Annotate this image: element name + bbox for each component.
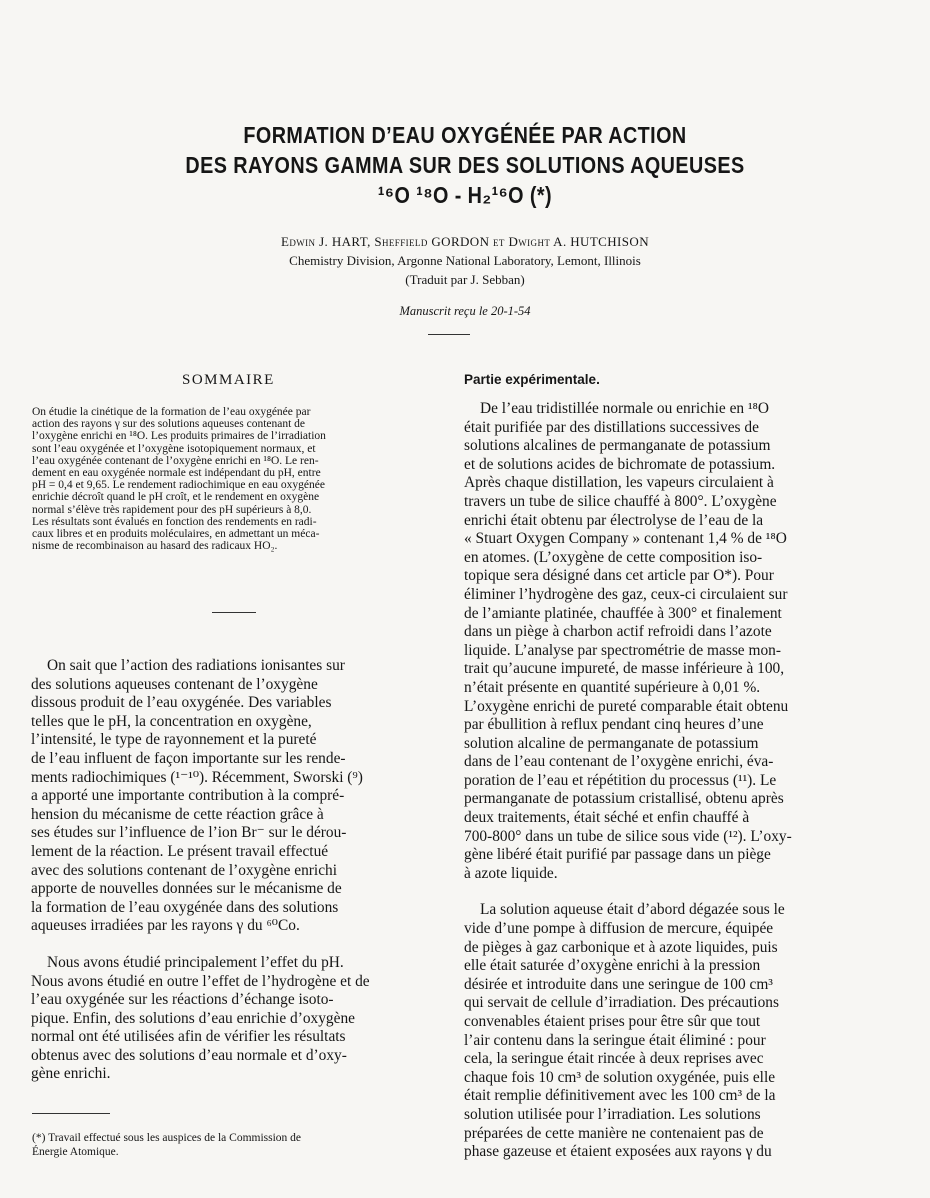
summary-line: action des rayons γ sur des solutions aqueuses contenant de [32, 418, 306, 431]
summary-line: dement en eau oxygénée normale est indépendant du pH, entre [32, 467, 321, 480]
footnote-divider [32, 1113, 110, 1114]
summary-line: nisme de recombinaison au hasard des radicaux HO₂. [32, 540, 278, 553]
summary-line: sont l’eau oxygénée et l’oxygène isotopiquement normaux, et [32, 442, 316, 455]
right-column-body [464, 400, 884, 1162]
text-line: L’oxygène enrichi de pureté comparable était obtenu [464, 697, 789, 715]
text-line: et de solutions acides de bichromate de potassium. [464, 455, 776, 473]
text-line: hension du mécanisme de cette réaction grâce à [31, 805, 324, 823]
text-line: poration de l’eau et répétition du processus (¹¹). Le [464, 771, 777, 789]
text-line: « Stuart Oxygen Company » contenant 1,4 % de ¹⁸O [464, 530, 787, 548]
text-line: ses études sur l’influence de l’ion Br⁻ sur le dérou- [31, 824, 347, 842]
text-line: De l’eau tridistillée normale ou enrichie en ¹⁸O [480, 400, 770, 417]
text-line: la formation de l’eau oxygénée dans des solutions [31, 898, 339, 916]
text-line: de pièges à gaz carbonique et à azote liquides, puis [464, 938, 778, 956]
text-line: dans de l’eau contenant de l’oxygène enrichi, éva- [464, 753, 774, 771]
text-line: solutions alcalines de permanganate de potassium [464, 437, 771, 455]
text-line: obtenus avec des solutions d’eau normale et d’oxy- [31, 1046, 347, 1064]
summary-line: normal s’élève très rapidement pour des pH supérieurs à 8,0. [32, 503, 312, 516]
text-line: gène enrichi. [31, 1065, 111, 1083]
section-heading: Partie expérimentale. [464, 372, 600, 387]
summary-line: On étudie la cinétique de la formation de l’eau oxygénée par [32, 406, 311, 418]
text-line: de l’eau influent de façon importante sur les rende- [31, 749, 346, 767]
text-line: avec des solutions contenant de l’oxygène enrichi [31, 861, 338, 879]
text-line: n’était présente en quantité supérieure à 0,01 %. [464, 678, 761, 696]
title-line-2: DES RAYONS GAMMA SUR DES SOLUTIONS AQUEUSES [185, 152, 745, 178]
summary-abstract [32, 406, 440, 552]
paragraph-gap [464, 883, 884, 901]
text-line: La solution aqueuse était d’abord dégazée sous le [480, 901, 785, 919]
text-line: topique sera désigné dans cet article par O*). Pour [464, 567, 774, 585]
text-line: pique. Enfin, des solutions d’eau enrichie d’oxygène [31, 1009, 355, 1027]
text-line: de l’amiante platinée, chauffée à 300° et finalement [464, 604, 782, 622]
text-line: travers un tube de silice chauffé à 800°. L’oxygène [464, 492, 777, 510]
text-line: désirée et introduite dans une seringue de 100 cm³ [464, 975, 773, 993]
text-line: enrichi était obtenu par électrolyse de l’eau de la [464, 511, 764, 529]
text-line: vide d’une pompe à diffusion de mercure, équipée [464, 920, 774, 938]
paragraph [464, 400, 884, 883]
summary-line: caux libres et en produits moléculaires, en admettant un méca- [32, 528, 320, 541]
text-line: chaque fois 10 cm³ de solution oxygénée, puis elle [464, 1068, 776, 1086]
text-line: était remplie définitivement avec les 100 cm³ de la [464, 1087, 776, 1105]
text-line: par ébullition à reflux pendant cinq heures d’une [464, 716, 764, 734]
footnote [32, 1131, 442, 1159]
text-line: normal ont été utilisées afin de vérifier les résultats [31, 1028, 346, 1046]
translator-credit: (Traduit par J. Sebban) [405, 272, 525, 287]
text-line: dans un piège à charbon actif refroidi dans l’azote [464, 623, 772, 641]
text-line: apporte de nouvelles données sur le mécanisme de [31, 880, 342, 898]
text-line: gène libéré était purifié par passage dans un piège [464, 846, 771, 864]
text-line: en atomes. (L’oxygène de cette composition iso- [464, 548, 763, 566]
text-line: lement de la réaction. Le présent travail effectué [31, 842, 329, 860]
paragraph-gap [31, 936, 441, 954]
text-line: convenables étaient prises pour être sûr que tout [464, 1013, 761, 1030]
text-line: telles que le pH, la concentration en oxygène, [31, 712, 312, 730]
text-line: dissous produit de l’eau oxygénée. Des variables [31, 694, 332, 712]
author-block [0, 232, 930, 289]
header-divider [428, 334, 470, 335]
title-line-1: FORMATION D’EAU OXYGÉNÉE PAR ACTION [243, 122, 687, 148]
paragraph [31, 657, 441, 936]
text-line: On sait que l’action des radiations ionisantes sur [47, 657, 345, 674]
text-line: l’intensité, le type de rayonnement et la pureté [31, 731, 317, 749]
text-line: Nous avons étudié en outre l’effet de l’hydrogène et de [31, 972, 370, 990]
summary-divider [212, 612, 256, 613]
author-affiliation: Chemistry Division, Argonne National Laboratory, Lemont, Illinois [289, 253, 641, 268]
title-line-3: ¹⁶O ¹⁸O - H₂¹⁶O (*) [377, 182, 553, 208]
text-line: à azote liquide. [464, 864, 558, 882]
text-line: préparées de cette manière ne contenaient pas de [464, 1124, 764, 1142]
text-line: trait qu’aucune impureté, de masse inférieure à 100, [464, 660, 785, 678]
article-title [65, 120, 865, 210]
summary-line: l’oxygène enrichi en ¹⁸O. Les produits primaires de l’irradiation [32, 430, 326, 443]
text-line: cela, la seringue était rincée à deux reprises avec [464, 1050, 764, 1068]
text-line: Après chaque distillation, les vapeurs circulaient à [464, 474, 774, 492]
text-line: aqueuses irradiées par les rayons γ du ⁶⁰Co. [31, 917, 300, 935]
text-line: phase gazeuse et étaient exposées aux rayons γ du [464, 1143, 772, 1161]
text-line: liquide. L’analyse par spectrométrie de masse mon- [464, 641, 781, 659]
text-line: Nous avons étudié principalement l’effet du pH. [47, 953, 344, 971]
text-line: des solutions aqueuses contenant de l’oxygène [31, 675, 318, 693]
summary-line: enrichie décroît quand le pH croît, et le rendement en oxygène [32, 491, 320, 504]
text-line: deux traitements, était séché et enfin chauffé à [464, 809, 750, 827]
footnote-line: Énergie Atomique. [32, 1146, 119, 1158]
text-line: l’eau oxygénée sur les réactions d’échange isoto- [31, 991, 334, 1009]
text-line: ments radiochimiques (¹⁻¹⁰). Récemment, Sworski (⁹) [31, 768, 363, 786]
paragraph [464, 901, 884, 1161]
text-line: a apporté une importante contribution à la compré- [31, 787, 345, 805]
text-line: 700-800° dans un tube de silice sous vide (¹²). L’oxy- [464, 827, 792, 845]
summary-line: Les résultats sont évalués en fonction des rendements en radi- [32, 515, 317, 528]
text-line: était purifiée par des distillations successives de [464, 418, 759, 436]
text-line: solution alcaline de permanganate de potassium [464, 734, 759, 752]
footnote-line: (*) Travail effectué sous les auspices de la Commission de [32, 1132, 302, 1144]
paragraph [31, 954, 441, 1084]
text-line: l’air contenu dans la seringue était éliminé : pour [464, 1031, 766, 1049]
author-names: Edwin J. HART, Sheffield GORDON et Dwight A. HUTCHISON [281, 234, 649, 249]
text-line: elle était saturée d’oxygène enrichi à la pression [464, 957, 761, 975]
text-line: solution utilisée pour l’irradiation. Les solutions [464, 1105, 761, 1123]
received-date: Manuscrit reçu le 20-1-54 [399, 304, 531, 318]
summary-heading: SOMMAIRE [182, 372, 275, 388]
text-line: permanganate de potassium cristallisé, obtenu après [464, 790, 784, 808]
summary-line: l’eau oxygénée contenant de l’oxygène enrichi en ¹⁸O. Le ren- [32, 454, 319, 467]
left-column-body [31, 657, 441, 1084]
text-line: éliminer l’hydrogène des gaz, ceux-ci circulaient sur [464, 585, 788, 603]
summary-line: pH = 0,4 et 9,65. Le rendement radiochimique en eau oxygénée [32, 479, 325, 492]
text-line: qui servait de cellule d’irradiation. Des précautions [464, 994, 779, 1012]
